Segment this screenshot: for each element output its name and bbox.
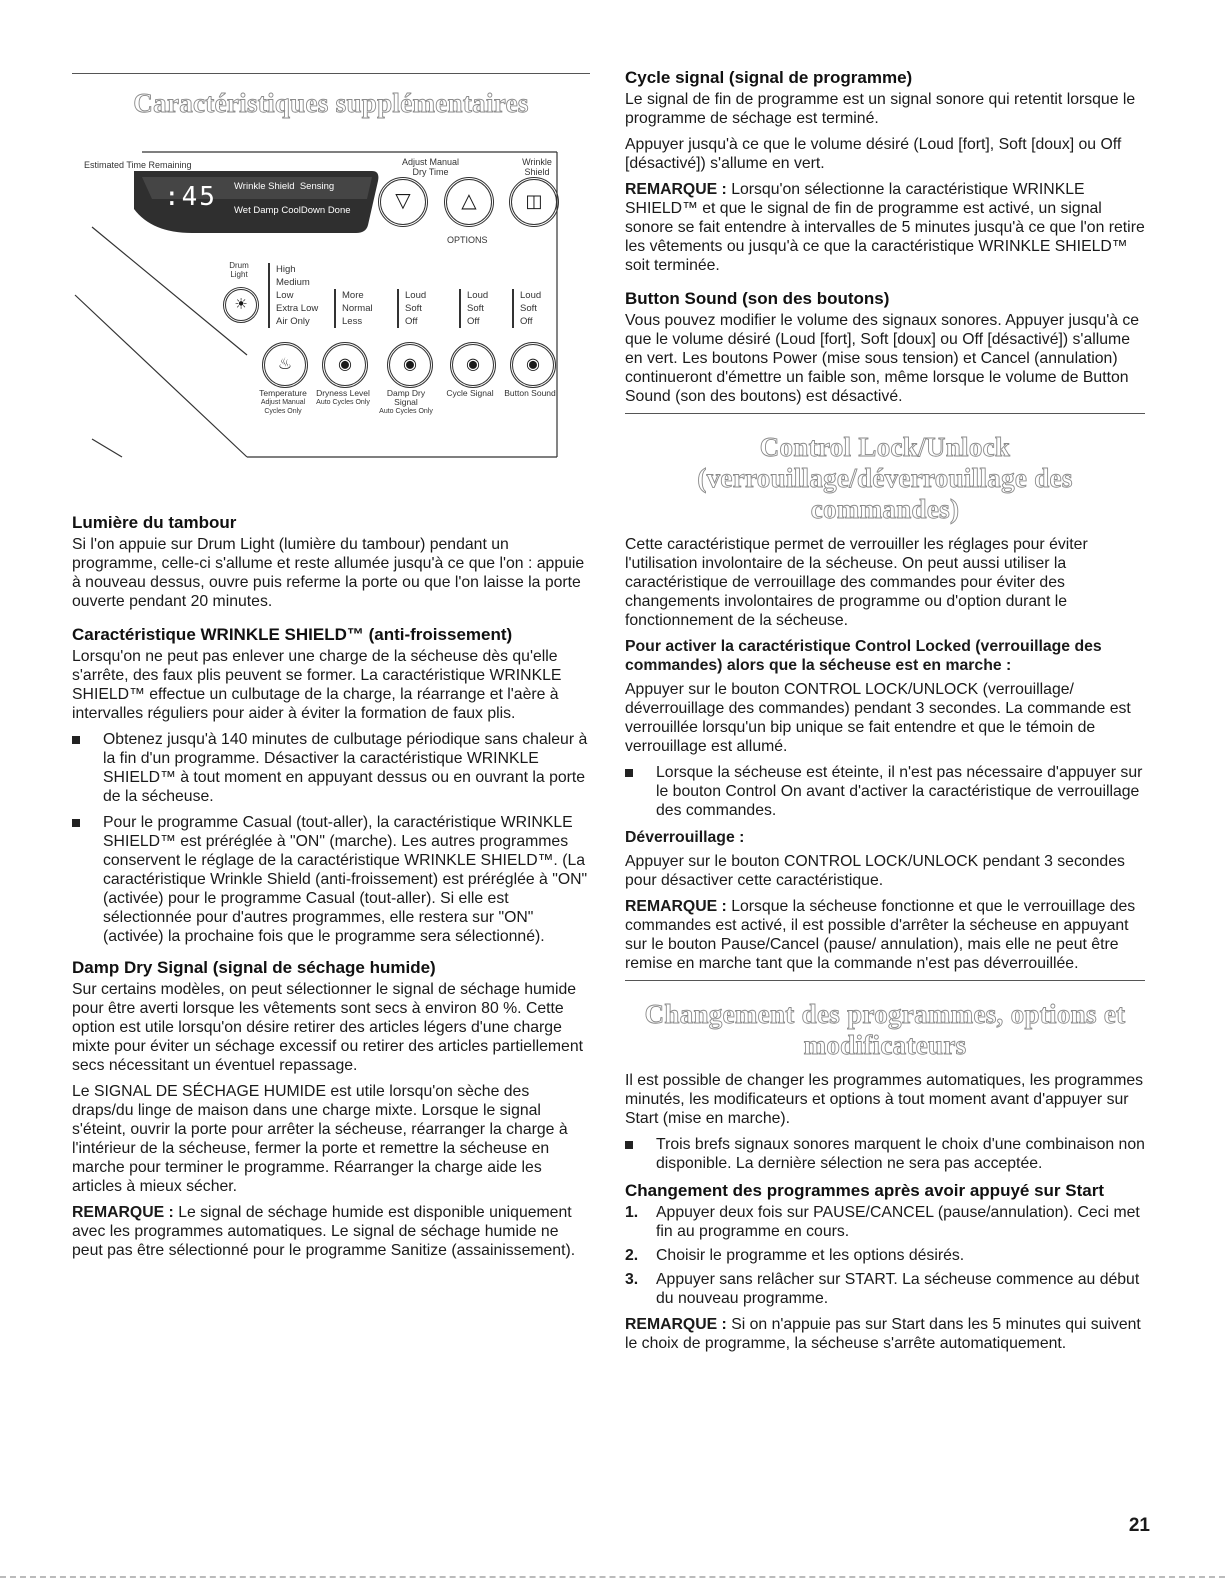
damp-dry-levels bbox=[397, 289, 426, 328]
note-text: Lorsque la sécheuse fonctionne et que le verrouillage des commandes est activé, il est possible d'arrêter la sécheuse en appuyant sur le bouton Pause/Cancel (pause/ annulation), mais elle ne peut être remise en marche tant que la commande n'est pas déverrouillée. bbox=[625, 898, 1136, 972]
cycle-signal-text-2: Appuyer jusqu'à ce que le volume désiré (Loud [fort], Soft [doux] ou Off [désactivé]) s'allume en vert. bbox=[625, 136, 1122, 172]
label-dryness-name: Dryness Level bbox=[316, 388, 370, 398]
temp-extra-low: Extra Low bbox=[276, 303, 319, 314]
note-text: Lorsqu'on sélectionne la caractéristique WRINKLE SHIELD™ et que le signal de fin de programme est activé, un signal sonore se fait entendre à intervalles de 5 minutes jusqu'à ce que l'on retire les vêtements ou jusqu'à ce que la caractéristique WRINKLE SHIELD™ soit terminée. bbox=[625, 181, 1145, 274]
section-title-line-2: (verrouillage/déverrouillage des commandes) bbox=[697, 463, 1073, 524]
label-damp-dry-name: Damp Dry Signal bbox=[386, 388, 426, 407]
section-title-control-lock bbox=[625, 432, 1145, 525]
control-lock-text-2: Appuyer sur le bouton CONTROL LOCK/UNLOCK (verrouillage/ déverrouillage des commandes) pendant 3 secondes. La commande est verrouillée lorsqu'un bip unique se fait entendre et que le témoin de verrouillage est allumé. bbox=[625, 681, 1131, 755]
label-button-sound-name: Button Sound bbox=[504, 388, 556, 398]
dry-normal: Normal bbox=[342, 303, 373, 314]
changes-text-1: Il est possible de changer les programmes automatiques, les programmes minutés, les modificateurs et options à tout moment avant d'appuyer sur Start (mise en marche). bbox=[625, 1072, 1144, 1127]
dry-more: More bbox=[342, 290, 364, 301]
temp-medium: Medium bbox=[276, 277, 310, 288]
control-lock-text-1: Cette caractéristique permet de verrouiller les réglages pour éviter l'utilisation involontaire de la sécheuse. On peut aussi utiliser la caractéristique de verrouillage des commandes pour éviter des changements involontaires de programme ou d'option durant le fonctionnement de la sécheuse. bbox=[625, 536, 1088, 629]
heading-drum-light: Lumière du tambour bbox=[72, 513, 237, 532]
button-sound-levels bbox=[512, 289, 541, 328]
label-cycle-signal-name: Cycle Signal bbox=[446, 388, 494, 398]
list-item-text: Obtenez jusqu'à 140 minutes de culbutage périodique sans chaleur à la fin d'un programme. Désactiver la caractéristique WRINKLE SHIELD™ à tout moment en appuyant dessus ou en ouvrant la porte de la sécheuse. bbox=[103, 731, 588, 805]
cycle-signal-button[interactable]: ◉ bbox=[450, 342, 496, 388]
status-row-1 bbox=[234, 181, 334, 192]
drum-light-text: Si l'on appuie sur Drum Light (lumière du tambour) pendant un programme, celle-ci s'allume et reste allumée jusqu'à ce que l'on : appuie à nouveau dessus, ouvre puis referme la porte ou que l'on laisse la porte ouverte pendant 20 minutes. bbox=[72, 536, 585, 610]
dryness-button[interactable]: ◉ bbox=[322, 342, 368, 388]
right-column bbox=[625, 0, 1145, 1360]
step-item bbox=[625, 1270, 1145, 1308]
list-item bbox=[72, 730, 590, 806]
section-rule bbox=[625, 413, 1145, 414]
damp-soft: Soft bbox=[405, 303, 422, 314]
cycle-loud: Loud bbox=[467, 290, 489, 301]
wrinkle-shield-label: Wrinkle Shield bbox=[522, 157, 552, 177]
control-lock-activate-lead: Pour activer la caractéristique Control Locked (verrouillage des commandes) alors que la sécheuse est en marche : bbox=[625, 638, 1102, 674]
note-label: REMARQUE : bbox=[625, 181, 727, 198]
sound-loud: Loud bbox=[520, 290, 542, 301]
temperature-levels bbox=[268, 263, 318, 328]
cycle-signal-text-1: Le signal de fin de programme est un signal sonore qui retentit lorsque le programme de séchage est terminé. bbox=[625, 91, 1136, 127]
step-item bbox=[625, 1246, 1145, 1265]
bullet-icon bbox=[72, 736, 80, 744]
step-text: Choisir le programme et les options désirés. bbox=[656, 1247, 965, 1264]
step-text: Appuyer sans relâcher sur START. La sécheuse commence au début du nouveau programme. bbox=[656, 1271, 1140, 1307]
damp-loud: Loud bbox=[405, 290, 427, 301]
temperature-button[interactable]: ♨ bbox=[262, 342, 308, 388]
unlock-text: Appuyer sur le bouton CONTROL LOCK/UNLOCK pendant 3 secondes pour désactiver cette caractéristique. bbox=[625, 853, 1125, 889]
change-steps bbox=[625, 1203, 1145, 1308]
section-title-line-2: modificateurs bbox=[803, 1030, 967, 1060]
section-rule bbox=[72, 73, 590, 74]
label-button-sound bbox=[504, 389, 556, 398]
step-number: 3. bbox=[625, 1271, 639, 1288]
list-item bbox=[625, 763, 1145, 820]
sound-soft: Soft bbox=[520, 303, 537, 314]
cycle-signal-levels bbox=[459, 289, 488, 328]
heading-wrinkle-shield: Caractéristique WRINKLE SHIELD™ (anti-froissement) bbox=[72, 625, 513, 644]
changes-note bbox=[625, 1315, 1145, 1353]
status-wrinkle-shield: Wrinkle Shield bbox=[234, 181, 295, 192]
time-down-button[interactable]: ▽ bbox=[378, 177, 428, 227]
damp-dry-text-2: Le SIGNAL DE SÉCHAGE HUMIDE est utile lorsqu'on sèche des draps/du linge de maison dans une charge mixte. Lorsque le signal s'éteint, ouvrir la porte pour arrêter la sécheuse, réarranger la charge à l'intérieur de la sécheuse, fermer la porte et remettre la sécheuse en marche pour terminer le programme. Réarranger la charge aide les articles à mieux sécher. bbox=[72, 1083, 568, 1195]
cycle-signal-note bbox=[625, 180, 1145, 275]
wrinkle-shield-button[interactable]: ◫ bbox=[509, 177, 559, 227]
note-label: REMARQUE : bbox=[625, 1316, 727, 1333]
unlock-lead: Déverrouillage : bbox=[625, 829, 745, 846]
note-text: Si on n'appuie pas sur Start dans les 5 minutes qui suivent le choix de programme, la sécheuse s'arrête automatiquement. bbox=[625, 1316, 1141, 1352]
button-sound-text: Vous pouvez modifier le volume des signaux sonores. Appuyer jusqu'à ce que le volume désiré (Loud [fort], Soft [doux] ou Off [désactivé]) s'allume en vert. Les boutons Power (mise sous tension) et Cancel (annulation) continueront d'émettre un faible son, même lorsque le volume de Button Sound (son des boutons) est désactivé. bbox=[625, 312, 1140, 405]
step-item bbox=[625, 1203, 1145, 1241]
heading-button-sound: Button Sound (son des boutons) bbox=[625, 289, 890, 308]
heading-cycle-signal: Cycle signal (signal de programme) bbox=[625, 68, 913, 87]
wrinkle-shield-text: Lorsqu'on ne peut pas enlever une charge de la sécheuse dès qu'elle s'arrête, des faux plis peuvent se former. La caractéristique WRINKLE SHIELD™ effectue un culbutage de la charge, la réarrange et l'aère à intervalles réguliers pour aider à éviter la formation de faux plis. bbox=[72, 648, 562, 722]
list-item-text: Trois brefs signaux sonores marquent le choix d'une combinaison non disponible. La dernière sélection ne sera pas acceptée. bbox=[656, 1136, 1145, 1172]
display-time: :45 bbox=[164, 182, 217, 212]
cycle-soft: Soft bbox=[467, 303, 484, 314]
section-title-features: Caractéristiques supplémentaires bbox=[133, 88, 529, 118]
sound-off: Off bbox=[520, 316, 533, 327]
cycle-off: Off bbox=[467, 316, 480, 327]
status-cooldown: CoolDown bbox=[281, 205, 326, 216]
section-title-line-1: Control Lock/Unlock bbox=[759, 432, 1011, 462]
estimated-time-label: Estimated Time Remaining bbox=[84, 160, 192, 170]
drum-light-button[interactable]: ☀ bbox=[223, 287, 259, 323]
left-column bbox=[72, 0, 590, 1267]
damp-dry-note bbox=[72, 1203, 590, 1260]
control-panel-illustration bbox=[72, 127, 590, 519]
wrinkle-shield-list bbox=[72, 730, 590, 946]
status-done: Done bbox=[327, 205, 351, 216]
adjust-manual-label bbox=[402, 157, 459, 177]
page-number: 21 bbox=[1128, 1515, 1150, 1536]
dry-time-text: Dry Time bbox=[412, 167, 449, 177]
list-item-text: Lorsque la sécheuse est éteinte, il n'est pas nécessaire d'appuyer sur le bouton Control On avant d'activer la caractéristique de verrouillage des commandes. bbox=[656, 764, 1143, 819]
label-cycle-signal bbox=[444, 389, 496, 398]
list-item bbox=[72, 813, 590, 946]
damp-off: Off bbox=[405, 316, 418, 327]
options-label: OPTIONS bbox=[447, 235, 488, 245]
status-wet: Wet bbox=[234, 205, 251, 216]
label-temperature-name: Temperature bbox=[259, 388, 307, 398]
list-item-text: Pour le programme Casual (tout-aller), la caractéristique WRINKLE SHIELD™ est préréglée à "ON" (marche). Les autres programmes conservent le réglage de la caractéristique WRINKLE SHIELD™. (La caractéristique Wrinkle Shield (anti-froissement) est préréglée à "ON" (activée) pour le programme Casual (tout-aller). Si elle est sélectionnée pour d'autres programmes, elle restera sur "ON" (activée) la prochaine fois que le programme sera sélectionné). bbox=[103, 814, 588, 945]
note-label: REMARQUE : bbox=[72, 1204, 174, 1221]
status-damp: Damp bbox=[253, 205, 279, 216]
step-number: 2. bbox=[625, 1247, 639, 1264]
list-item bbox=[625, 1135, 1145, 1173]
control-lock-note bbox=[625, 897, 1145, 973]
note-text: Le signal de séchage humide est disponible uniquement avec les programmes automatiques. Le signal de séchage humide ne peut pas être sélectionné pour le programme Sanitize (assainissement). bbox=[72, 1204, 576, 1259]
dryness-levels bbox=[334, 289, 373, 328]
section-title-changes bbox=[625, 999, 1145, 1061]
status-row-2 bbox=[234, 205, 351, 216]
changes-list bbox=[625, 1135, 1145, 1173]
label-dryness bbox=[314, 389, 372, 407]
bullet-icon bbox=[625, 1141, 633, 1149]
heading-damp-dry: Damp Dry Signal (signal de séchage humide) bbox=[72, 958, 436, 977]
damp-dry-text-1: Sur certains modèles, on peut sélectionner le signal de séchage humide pour être averti lorsque les vêtements sont secs à environ 80 %. Cette option est utile lorsqu'on désire retirer des articles légers d'une charge mixte pour éviter un séchage excessif ou retirer des articles partiellement secs nécessitant un éventuel repassage. bbox=[72, 981, 583, 1074]
label-temperature bbox=[252, 389, 314, 416]
temp-air-only: Air Only bbox=[276, 316, 310, 327]
page-edge-line bbox=[0, 1576, 1225, 1578]
damp-dry-button[interactable]: ◉ bbox=[387, 342, 433, 388]
label-temperature-sub: Adjust Manual Cycles Only bbox=[260, 399, 306, 415]
section-title-line-1: Changement des programmes, options et bbox=[644, 999, 1126, 1029]
label-damp-dry-sub: Auto Cycles Only bbox=[379, 408, 433, 415]
bullet-icon bbox=[625, 769, 633, 777]
time-up-button[interactable]: △ bbox=[444, 177, 494, 227]
step-text: Appuyer deux fois sur PAUSE/CANCEL (pause/annulation). Ceci met fin au programme en cours. bbox=[656, 1204, 1140, 1240]
control-lock-list bbox=[625, 763, 1145, 820]
section-rule bbox=[625, 980, 1145, 981]
step-number: 1. bbox=[625, 1204, 639, 1221]
temp-low: Low bbox=[276, 290, 294, 301]
drum-light-label: Drum Light bbox=[229, 261, 249, 279]
status-sensing: Sensing bbox=[299, 181, 335, 192]
label-dryness-sub: Auto Cycles Only bbox=[316, 399, 370, 406]
adjust-manual-text: Adjust Manual bbox=[402, 157, 460, 167]
heading-change-after-start: Changement des programmes après avoir appuyé sur Start bbox=[625, 1181, 1104, 1200]
button-sound-button[interactable]: ◉ bbox=[510, 342, 556, 388]
dry-less: Less bbox=[342, 316, 363, 327]
bullet-icon bbox=[72, 819, 80, 827]
label-damp-dry bbox=[377, 389, 435, 416]
note-label: REMARQUE : bbox=[625, 898, 727, 915]
temp-high: High bbox=[276, 264, 296, 275]
